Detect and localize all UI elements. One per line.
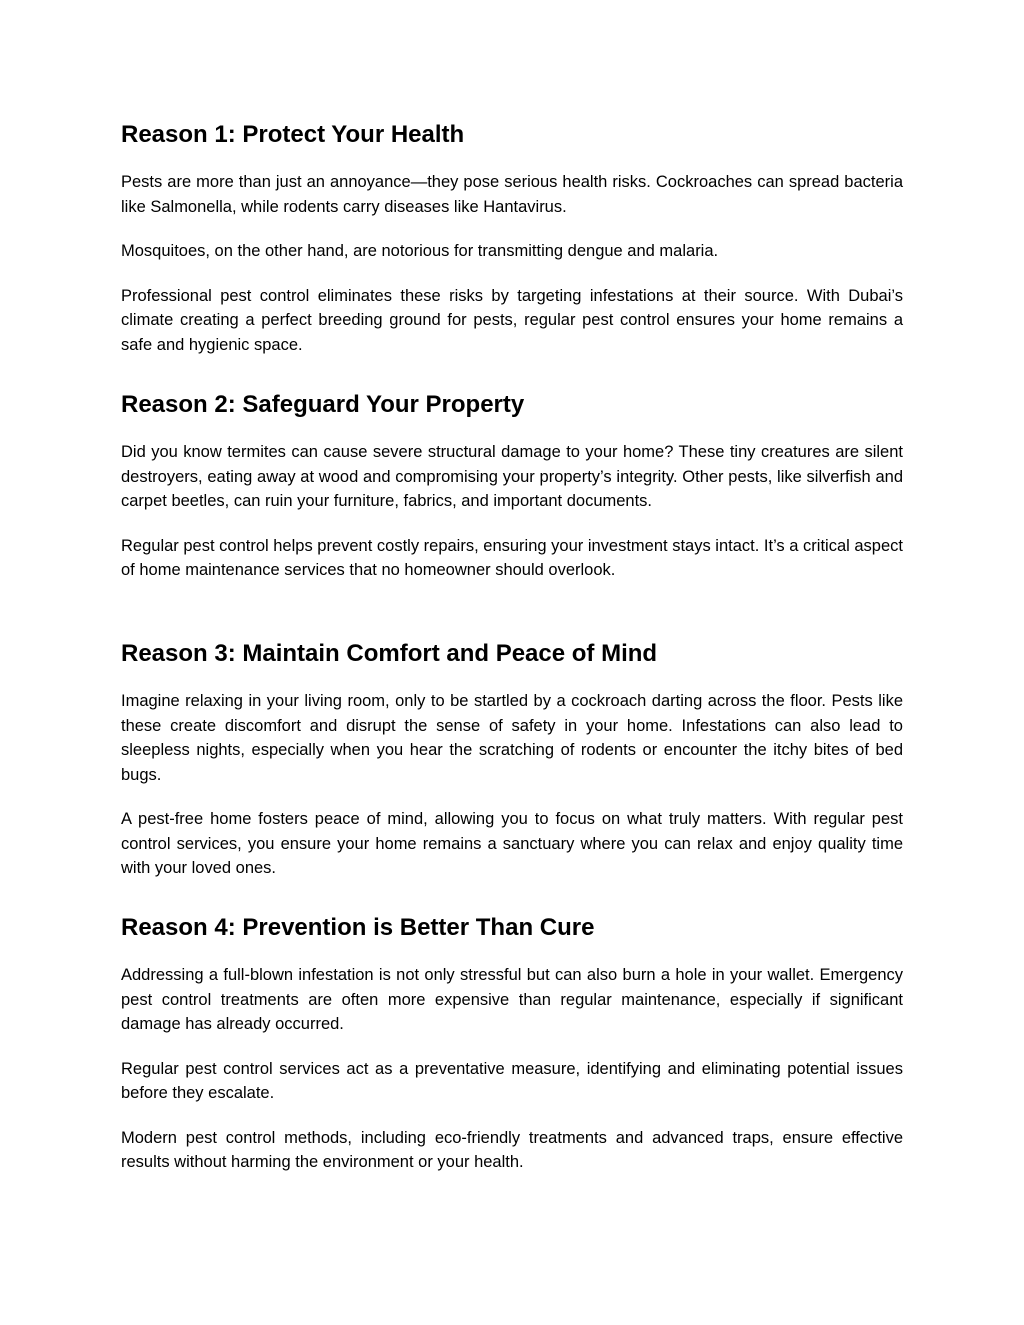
paragraph: Professional pest control eliminates these risks by targeting infestations at their source. With Dubai’s climate creating a perfect breeding ground for pests, regular pest control ensures your home remains a safe and hygienic space. xyxy=(121,286,903,354)
paragraph: Did you know termites can cause severe structural damage to your home? These tiny creatures are silent destroyers, eating away at wood and compromising your property’s integrity. Other pests, like silverfish and carpet beetles, can ruin your furniture, fabrics, and important documents. xyxy=(121,443,903,510)
paragraph: A pest-free home fosters peace of mind, allowing you to focus on what truly matters. With regular pest control services, you ensure your home remains a sanctuary where you can relax and enjoy quality time with your loved ones. xyxy=(121,810,903,877)
paragraph: Addressing a full-blown infestation is not only stressful but can also burn a hole in your wallet. Emergency pest control treatments are often more expensive than regular maintenance, especially if significant damage has already occurred. xyxy=(121,966,903,1033)
paragraph: Regular pest control helps prevent costly repairs, ensuring your investment stays intact. It’s a critical aspect of home maintenance services that no homeowner should overlook. xyxy=(121,536,903,579)
section-reason-4 xyxy=(121,913,903,1175)
paragraph: Imagine relaxing in your living room, only to be startled by a cockroach darting across the floor. Pests like these create discomfort and disrupt the sense of safety in your home. Infestations can also lead to sleepless nights, especially when you hear the scratching of rodents or encounter the itchy bites of bed bugs. xyxy=(121,692,903,784)
section-heading: Reason 1: Protect Your Health xyxy=(121,121,465,148)
paragraph: Mosquitoes, on the other hand, are notorious for transmitting dengue and malaria. xyxy=(121,242,719,260)
section-heading: Reason 2: Safeguard Your Property xyxy=(121,391,525,418)
section-reason-2 xyxy=(121,390,903,583)
paragraph: Modern pest control methods, including eco-friendly treatments and advanced traps, ensure effective results without harming the environment or your health. xyxy=(121,1128,903,1171)
paragraph: Regular pest control services act as a preventative measure, identifying and eliminating potential issues before they escalate. xyxy=(121,1059,903,1102)
paragraph: Pests are more than just an annoyance—they pose serious health risks. Cockroaches can spread bacteria like Salmonella, while rodents carry diseases like Hantavirus. xyxy=(121,173,903,216)
section-heading: Reason 3: Maintain Comfort and Peace of Mind xyxy=(121,640,658,667)
section-reason-1 xyxy=(121,120,903,357)
section-heading: Reason 4: Prevention is Better Than Cure xyxy=(121,914,595,941)
section-reason-3 xyxy=(121,639,903,881)
